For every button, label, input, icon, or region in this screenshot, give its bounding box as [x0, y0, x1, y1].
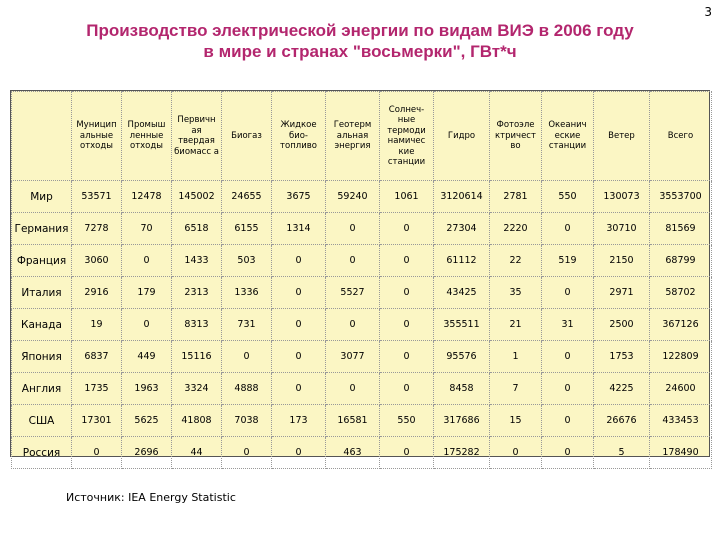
title-line-1: Производство электрической энергии по видам ВИЭ в 2006 году	[86, 21, 634, 40]
table-cell: 0	[272, 309, 326, 341]
table-cell: 0	[326, 213, 380, 245]
table-cell: 2150	[594, 245, 650, 277]
table-cell: 0	[542, 213, 594, 245]
table-cell: 3060	[72, 245, 122, 277]
table-cell: 35	[490, 277, 542, 309]
table-cell: 0	[380, 309, 434, 341]
page-number: 3	[704, 5, 712, 19]
table-cell: 2696	[122, 437, 172, 469]
table-cell: 5527	[326, 277, 380, 309]
table-cell: 81569	[650, 213, 712, 245]
source-note: Источник: IEA Energy Statistic	[66, 491, 236, 504]
table-cell: 0	[326, 309, 380, 341]
table-cell: 463	[326, 437, 380, 469]
table-cell: 0	[542, 341, 594, 373]
header-cell-photovoltaic: Фотоэле ктричест во	[490, 92, 542, 181]
table-cell: 30710	[594, 213, 650, 245]
table-cell: 58702	[650, 277, 712, 309]
table-cell: 21	[490, 309, 542, 341]
table-cell: 4225	[594, 373, 650, 405]
table-cell: 550	[542, 181, 594, 213]
table-cell: 0	[326, 245, 380, 277]
table-cell: 7038	[222, 405, 272, 437]
table-cell: 2971	[594, 277, 650, 309]
header-cell-municipal-waste: Муницип альные отходы	[72, 92, 122, 181]
table-cell: 0	[272, 341, 326, 373]
table-cell: 2781	[490, 181, 542, 213]
table-cell: 1061	[380, 181, 434, 213]
table-cell: 449	[122, 341, 172, 373]
table-body	[12, 181, 712, 469]
table-cell: 175282	[434, 437, 490, 469]
row-country-name: Англия	[12, 373, 72, 405]
table-cell: 1	[490, 341, 542, 373]
table-cell: 145002	[172, 181, 222, 213]
table-cell: 0	[542, 277, 594, 309]
table-cell: 0	[542, 373, 594, 405]
table-cell: 731	[222, 309, 272, 341]
table-cell: 0	[490, 437, 542, 469]
row-country-name: Мир	[12, 181, 72, 213]
energy-table-container	[10, 90, 710, 457]
table-cell: 173	[272, 405, 326, 437]
table-cell: 0	[222, 437, 272, 469]
table-cell: 5	[594, 437, 650, 469]
table-cell: 6837	[72, 341, 122, 373]
header-cell-solar-thermal: Солнеч- ные термоди намичес кие станции	[380, 92, 434, 181]
table-cell: 179	[122, 277, 172, 309]
table-cell: 5625	[122, 405, 172, 437]
table-cell: 1336	[222, 277, 272, 309]
table-cell: 130073	[594, 181, 650, 213]
table-row	[12, 373, 712, 405]
table-row	[12, 309, 712, 341]
table-cell: 0	[542, 405, 594, 437]
table-cell: 27304	[434, 213, 490, 245]
table-cell: 0	[272, 277, 326, 309]
header-cell-geothermal: Геотерм альная энергия	[326, 92, 380, 181]
table-cell: 0	[122, 245, 172, 277]
table-cell: 0	[326, 373, 380, 405]
table-row	[12, 245, 712, 277]
table-cell: 3120614	[434, 181, 490, 213]
table-cell: 0	[380, 373, 434, 405]
table-cell: 178490	[650, 437, 712, 469]
table-row	[12, 341, 712, 373]
table-cell: 0	[272, 245, 326, 277]
table-cell: 70	[122, 213, 172, 245]
table-row	[12, 405, 712, 437]
header-cell-industrial-waste: Промыш ленные отходы	[122, 92, 172, 181]
table-row	[12, 277, 712, 309]
table-cell: 53571	[72, 181, 122, 213]
table-cell: 3077	[326, 341, 380, 373]
table-cell: 6518	[172, 213, 222, 245]
table-cell: 122809	[650, 341, 712, 373]
table-cell: 8458	[434, 373, 490, 405]
table-row	[12, 437, 712, 469]
table-cell: 0	[272, 373, 326, 405]
table-cell: 22	[490, 245, 542, 277]
table-cell: 26676	[594, 405, 650, 437]
table-cell: 1963	[122, 373, 172, 405]
table-cell: 355511	[434, 309, 490, 341]
table-cell: 1433	[172, 245, 222, 277]
table-row	[12, 213, 712, 245]
table-cell: 2313	[172, 277, 222, 309]
table-cell: 0	[222, 341, 272, 373]
table-cell: 17301	[72, 405, 122, 437]
table-cell: 24600	[650, 373, 712, 405]
table-cell: 2916	[72, 277, 122, 309]
row-country-name: Италия	[12, 277, 72, 309]
table-cell: 7	[490, 373, 542, 405]
table-cell: 0	[380, 245, 434, 277]
title-line-2: в мире и странах "восьмерки", ГВт*ч	[203, 42, 517, 61]
table-cell: 44	[172, 437, 222, 469]
table-cell: 15	[490, 405, 542, 437]
row-country-name: Германия	[12, 213, 72, 245]
table-cell: 3675	[272, 181, 326, 213]
header-cell-liquid-biofuel: Жидкое био- топливо	[272, 92, 326, 181]
table-cell: 19	[72, 309, 122, 341]
page-title	[0, 20, 720, 62]
table-cell: 317686	[434, 405, 490, 437]
table-row	[12, 181, 712, 213]
row-country-name: Канада	[12, 309, 72, 341]
table-cell: 550	[380, 405, 434, 437]
table-cell: 3553700	[650, 181, 712, 213]
table-cell: 0	[380, 437, 434, 469]
table-cell: 95576	[434, 341, 490, 373]
header-cell-wind: Ветер	[594, 92, 650, 181]
row-country-name: Россия	[12, 437, 72, 469]
table-cell: 0	[380, 277, 434, 309]
header-cell-solid-biomass: Первичн ая твердая биомасс а	[172, 92, 222, 181]
table-cell: 6155	[222, 213, 272, 245]
table-cell: 61112	[434, 245, 490, 277]
header-row	[12, 92, 712, 181]
table-cell: 0	[380, 341, 434, 373]
table-cell: 59240	[326, 181, 380, 213]
table-cell: 41808	[172, 405, 222, 437]
header-cell-corner	[12, 92, 72, 181]
table-cell: 0	[122, 309, 172, 341]
row-country-name: Япония	[12, 341, 72, 373]
table-cell: 43425	[434, 277, 490, 309]
table-cell: 31	[542, 309, 594, 341]
table-cell: 12478	[122, 181, 172, 213]
row-country-name: Франция	[12, 245, 72, 277]
table-cell: 2500	[594, 309, 650, 341]
table-cell: 15116	[172, 341, 222, 373]
energy-table	[11, 91, 712, 469]
table-cell: 0	[542, 437, 594, 469]
table-cell: 8313	[172, 309, 222, 341]
table-cell: 24655	[222, 181, 272, 213]
table-cell: 1314	[272, 213, 326, 245]
table-cell: 3324	[172, 373, 222, 405]
table-cell: 367126	[650, 309, 712, 341]
table-cell: 4888	[222, 373, 272, 405]
table-cell: 519	[542, 245, 594, 277]
header-cell-ocean: Океанич еские станции	[542, 92, 594, 181]
table-cell: 16581	[326, 405, 380, 437]
table-cell: 503	[222, 245, 272, 277]
header-cell-total: Всего	[650, 92, 712, 181]
table-cell: 1735	[72, 373, 122, 405]
row-country-name: США	[12, 405, 72, 437]
table-cell: 2220	[490, 213, 542, 245]
header-cell-hydro: Гидро	[434, 92, 490, 181]
table-cell: 433453	[650, 405, 712, 437]
table-cell: 7278	[72, 213, 122, 245]
table-cell: 68799	[650, 245, 712, 277]
table-cell: 1753	[594, 341, 650, 373]
header-cell-biogas: Биогаз	[222, 92, 272, 181]
table-cell: 0	[272, 437, 326, 469]
table-cell: 0	[380, 213, 434, 245]
table-cell: 0	[72, 437, 122, 469]
